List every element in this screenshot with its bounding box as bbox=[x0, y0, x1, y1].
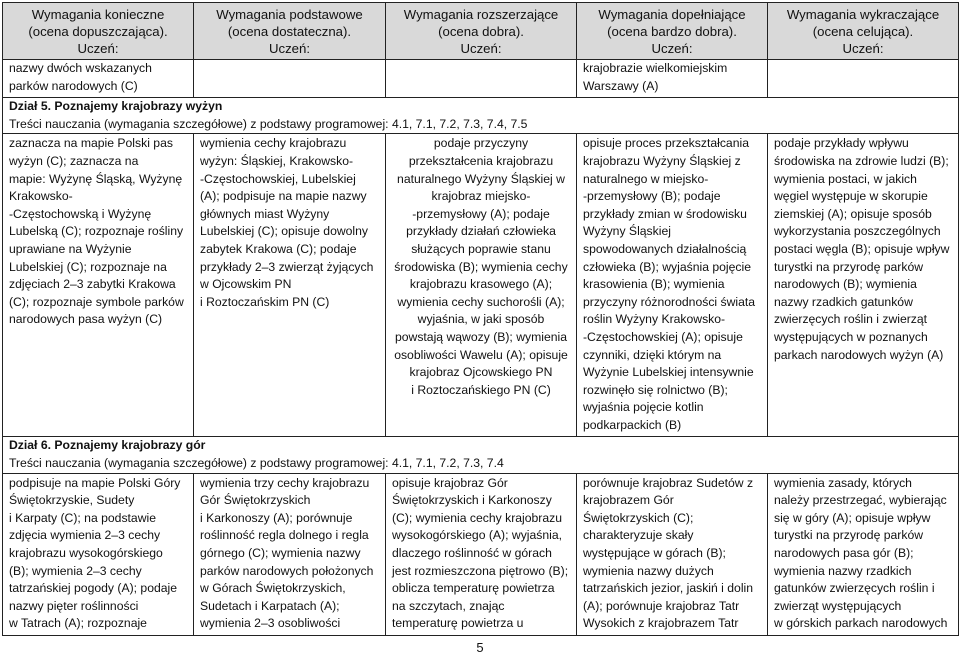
cell-line: parków narodowych (C) bbox=[9, 78, 138, 93]
header-row bbox=[3, 3, 959, 60]
section-6-header bbox=[3, 437, 959, 473]
cell-line: spowodowanych działalnością bbox=[583, 241, 747, 256]
cont-konieczne bbox=[3, 60, 194, 98]
cell-line: krasowienia (B); wymienia bbox=[583, 277, 725, 292]
header-grade: (ocena bardzo dobra). bbox=[607, 24, 737, 39]
cell-line: Sudetach i Karpatach (A); bbox=[200, 598, 340, 613]
cell-line: tatrzańskiej pogody (A); podaje bbox=[9, 581, 178, 596]
header-title: Wymagania podstawowe bbox=[216, 7, 363, 22]
header-student: Uczeń: bbox=[268, 41, 311, 56]
cell-line: wyżyn (C); zaznacza na bbox=[9, 153, 139, 168]
cell-line: krajobraz Ojcowskiego PN bbox=[409, 365, 553, 380]
cell-line: w Tatrach (A); rozpoznaje bbox=[9, 616, 147, 631]
cell-line: parków narodowych położonych bbox=[200, 563, 374, 578]
section-subtitle: Treści nauczania (wymagania szczegółowe) z podstawy programowej: 4.1, 7.1, 7.2, 7.3, 7.4 bbox=[9, 456, 504, 471]
cell-line: wysokogórskiego (A); wyjaśnia, bbox=[392, 528, 563, 543]
header-student: Uczeń: bbox=[77, 41, 119, 56]
cell-line: i Roztoczańskim PN (C) bbox=[200, 294, 330, 309]
s5-konieczne bbox=[3, 134, 194, 437]
cell-line: narodowych (B); wymienia bbox=[774, 277, 917, 292]
s5-dopelniajace bbox=[577, 134, 768, 437]
cell-line: roślin Wyżyny Krakowsko- bbox=[583, 312, 726, 327]
cell-line: (C); wymienia cechy krajobrazu bbox=[392, 510, 563, 525]
cell-line: -przemysłowy (B); podaje bbox=[583, 189, 721, 204]
cont-wykraczajace bbox=[768, 60, 959, 98]
cell-line: Lubelską (C); rozpoznaje rośliny bbox=[9, 224, 184, 239]
header-student: Uczeń: bbox=[460, 41, 502, 56]
cell-line: i Karpaty (C); na podstawie bbox=[9, 510, 156, 525]
header-student: Uczeń: bbox=[842, 41, 884, 56]
section-5-title-cell bbox=[3, 98, 959, 134]
cell-line: podpisuje na mapie Polski Góry bbox=[9, 475, 181, 490]
cell-line: turystki na przyrodę parków bbox=[774, 259, 924, 274]
header-title: Wymagania rozszerzające bbox=[403, 7, 559, 22]
cell-line: i Karkonoszy (A); porównuje bbox=[200, 510, 353, 525]
cell-line: zaznacza na mapie Polski pas bbox=[9, 136, 173, 151]
cell-line: -Częstochowskiej (A); opisuje bbox=[583, 329, 743, 344]
cell-line: oblicza temperaturę powietrza bbox=[392, 581, 555, 596]
cell-line: Świętokrzyskie, Sudety bbox=[9, 493, 135, 508]
cell-line: (A); podpisuje na mapie nazwy bbox=[200, 189, 367, 204]
s6-podstawowe bbox=[194, 473, 386, 635]
cell-line: -przemysłowy (A); podaje bbox=[412, 206, 550, 221]
cell-line: Warszawy (A) bbox=[583, 78, 659, 93]
cell-line: głównych miast Wyżyny bbox=[200, 206, 330, 221]
cell-line: nazwy rzadkich gatunków bbox=[774, 294, 913, 309]
cont-podstawowe bbox=[194, 60, 386, 98]
cell-line: roślinność regla dolnego i regla bbox=[200, 528, 369, 543]
s5-wykraczajace bbox=[768, 134, 959, 437]
header-grade: (ocena dobra). bbox=[438, 24, 524, 39]
section-subtitle: Treści nauczania (wymagania szczegółowe) z podstawy programowej: 4.1, 7.1, 7.2, 7.3, 7.4, 7.5 bbox=[9, 116, 528, 131]
cell-line: krajobraz miejsko- bbox=[431, 189, 531, 204]
cell-line: przykłady 2–3 zwierząt żyjących bbox=[200, 259, 374, 274]
s6-rozszerzajace bbox=[386, 473, 577, 635]
requirements-table bbox=[2, 2, 959, 636]
cell-line: podaje przyczyny bbox=[433, 136, 529, 151]
cell-line: wykorzystania poszczególnych bbox=[774, 224, 941, 239]
section-title: Dział 5. Poznajemy krajobrazy wyżyn bbox=[9, 99, 223, 114]
cell-line: zwierzęcych roślin i zwierząt bbox=[774, 312, 928, 327]
cell-line: naturalnego Wyżyny Śląskiej w bbox=[397, 171, 565, 186]
cell-line: opisuje krajobraz Gór bbox=[392, 475, 508, 490]
cell-line: wymienia postaci, w jakich bbox=[774, 171, 917, 186]
header-title: Wymagania konieczne bbox=[31, 7, 165, 22]
cell-line: podaje przykłady wpływu bbox=[774, 136, 909, 151]
section-5-row bbox=[3, 134, 959, 437]
cell-line: wymienia cechy suchorośli (A); bbox=[397, 294, 565, 309]
page-number: 5 bbox=[476, 640, 484, 655]
cell-line: mapie: Wyżynę Śląską, Wyżynę bbox=[9, 171, 183, 186]
header-title: Wymagania wykraczające bbox=[786, 7, 940, 22]
cell-line: wyjaśnia, w jaki sposób bbox=[417, 312, 545, 327]
cell-line: zwierząt występujących bbox=[774, 598, 902, 613]
cell-line: nazwy pięter roślinności bbox=[9, 598, 139, 613]
cell-line: uprawiane na Wyżynie bbox=[9, 241, 132, 256]
cell-line: ziemskiej (A); opisuje sposób bbox=[774, 206, 932, 221]
header-grade: (ocena dopuszczająca). bbox=[28, 24, 168, 39]
header-dopelniajace bbox=[577, 3, 768, 60]
cell-line: charakteryzuje skały bbox=[583, 528, 694, 543]
header-wykraczajace bbox=[768, 3, 959, 60]
cell-line: powstają wąwozy (B); wymienia bbox=[394, 329, 568, 344]
cell-line: narodowych pasa wyżyn (C) bbox=[9, 312, 163, 327]
cell-line: Wysokich z krajobrazem Tatr bbox=[583, 616, 739, 631]
cell-line: -Częstochowskiej, Lubelskiej bbox=[200, 171, 356, 186]
header-podstawowe bbox=[194, 3, 386, 60]
cell-line: osobliwości Wawelu (A); opisuje bbox=[394, 347, 568, 362]
cell-line: Świętokrzyskich i Karkonoszy bbox=[392, 493, 552, 508]
cell-line: (C); rozpoznaje symbole parków bbox=[9, 294, 184, 309]
cell-line: (B); wymienia 2–3 cechy bbox=[9, 563, 142, 578]
cell-line: Gór Świętokrzyskich bbox=[200, 493, 311, 508]
cell-line: gatunków zwierzęcych roślin i bbox=[774, 581, 935, 596]
header-konieczne bbox=[3, 3, 194, 60]
cell-line: w Górach Świętokrzyskich, bbox=[200, 581, 346, 596]
cell-line: nazwy dwóch wskazanych bbox=[9, 61, 152, 75]
cell-line: postaci węgla (B); opisuje wpływ bbox=[774, 241, 950, 256]
cell-line: węgiel występuje w skorupie bbox=[774, 189, 928, 204]
cell-line: krajobrazem Gór bbox=[583, 493, 674, 508]
cell-line: człowieka (B); wyjaśnia pojęcie bbox=[583, 259, 751, 274]
cell-line: w Ojcowskim PN bbox=[200, 277, 292, 292]
s5-podstawowe bbox=[194, 134, 386, 437]
cell-line: krajobrazu wysokogórskiego bbox=[9, 546, 163, 561]
header-rozszerzajace bbox=[386, 3, 577, 60]
cell-line: wyjaśnia pojęcie kotlin bbox=[583, 400, 704, 415]
cell-line: wymienia trzy cechy krajobrazu bbox=[200, 475, 370, 490]
header-grade: (ocena celująca). bbox=[812, 24, 914, 39]
cell-line: należy przestrzegać, wybierając bbox=[774, 493, 947, 508]
cell-line: wymienia nazwy dużych bbox=[583, 563, 714, 578]
cell-line: wymienia 2–3 osobliwości bbox=[200, 616, 341, 631]
s6-dopelniajace bbox=[577, 473, 768, 635]
cell-line: opisuje proces przekształcania bbox=[583, 136, 749, 151]
cell-line: Wyżyny Śląskiej bbox=[583, 224, 671, 239]
cell-line: Krakowsko- bbox=[9, 189, 73, 204]
cell-line: służących poprawie stanu bbox=[411, 241, 551, 256]
section-title: Dział 6. Poznajemy krajobrazy gór bbox=[9, 438, 206, 453]
cell-line: występujące w górach (B); bbox=[583, 546, 726, 561]
section-6-title-cell bbox=[3, 437, 959, 473]
cell-line: Świętokrzyskich (C); bbox=[583, 510, 694, 525]
cell-line: tatrzańskich jezior, jaskiń i dolin bbox=[583, 581, 754, 596]
cell-line: parkach narodowych wyżyn (A) bbox=[774, 347, 944, 362]
cell-line: dlaczego roślinność w górach bbox=[392, 546, 552, 561]
cell-line: (A); porównuje krajobraz Tatr bbox=[583, 598, 740, 613]
cell-line: zdjęcia wymienia 2–3 cechy bbox=[9, 528, 161, 543]
cell-line: porównuje krajobraz Sudetów z bbox=[583, 475, 754, 490]
cell-line: środowiska (B); wymienia cechy bbox=[394, 259, 568, 274]
cell-line: przykłady zmian w środowisku bbox=[583, 206, 747, 221]
cell-line: wymienia nazwy rzadkich bbox=[774, 563, 912, 578]
cell-line: turystki na przyrodę parków bbox=[774, 528, 924, 543]
header-title: Wymagania dopełniające bbox=[598, 7, 746, 22]
cell-line: Wyżynie Lubelskiej intensywnie bbox=[583, 365, 754, 380]
cell-line: na szczytach, znając bbox=[392, 598, 505, 613]
s6-konieczne bbox=[3, 473, 194, 635]
cell-line: temperaturę powietrza u bbox=[392, 616, 524, 631]
cell-line: się w góry (A); opisuje wpływ bbox=[774, 510, 931, 525]
cell-line: Lubelskiej (C); opisuje dowolny bbox=[200, 224, 369, 239]
cell-line: zabytek Krakowa (C); podaje bbox=[200, 241, 357, 256]
s5-rozszerzajace bbox=[386, 134, 577, 437]
cell-line: krajobrazie wielkomiejskim bbox=[583, 61, 728, 75]
header-student: Uczeń: bbox=[651, 41, 693, 56]
cell-line: narodowych pasa gór (B); bbox=[774, 546, 914, 561]
cell-line: przekształcenia krajobrazu bbox=[408, 153, 554, 168]
cell-line: i Roztoczańskiego PN (C) bbox=[411, 382, 551, 397]
cell-line: wyżyn: Śląskiej, Krakowsko- bbox=[200, 153, 354, 168]
cell-line: rozwinęło się rolnictwo (B); bbox=[583, 382, 728, 397]
cell-line: krajobrazu krasowego (A); bbox=[409, 277, 553, 292]
cell-line: jest rozmieszczona piętrowo (B); bbox=[392, 563, 569, 578]
cell-line: Lubelskiej (C); rozpoznaje na bbox=[9, 259, 167, 274]
cell-line: wymienia zasady, których bbox=[774, 475, 912, 490]
cont-rozszerzajace bbox=[386, 60, 577, 98]
cell-line: środowiska na zdrowie ludzi (B); bbox=[774, 153, 949, 168]
header-grade: (ocena dostateczna). bbox=[227, 24, 352, 39]
cont-dopelniajace bbox=[577, 60, 768, 98]
cell-line: zdjęciach 2–3 zabytki Krakowa bbox=[9, 277, 176, 292]
cell-line: przyczyny różnorodności świata bbox=[583, 294, 756, 309]
cell-line: czynniki, dzięki którym na bbox=[583, 347, 722, 362]
continuation-row bbox=[3, 60, 959, 98]
section-6-row bbox=[3, 473, 959, 635]
cell-line: krajobrazu Wyżyny Śląskiej z bbox=[583, 153, 741, 168]
s6-wykraczajace bbox=[768, 473, 959, 635]
cell-line: przykłady działań człowieka bbox=[406, 224, 556, 239]
section-5-header bbox=[3, 98, 959, 134]
cell-line: naturalnego w miejsko- bbox=[583, 171, 709, 186]
cell-line: górnego (C); wymienia nazwy bbox=[200, 546, 361, 561]
cell-line: podkarpackich (B) bbox=[583, 417, 682, 432]
cell-line: -Częstochowską i Wyżynę bbox=[9, 206, 152, 221]
cell-line: występujących w poznanych bbox=[774, 329, 928, 344]
cell-line: wymienia cechy krajobrazu bbox=[200, 136, 347, 151]
cell-line: w górskich parkach narodowych bbox=[774, 616, 948, 631]
